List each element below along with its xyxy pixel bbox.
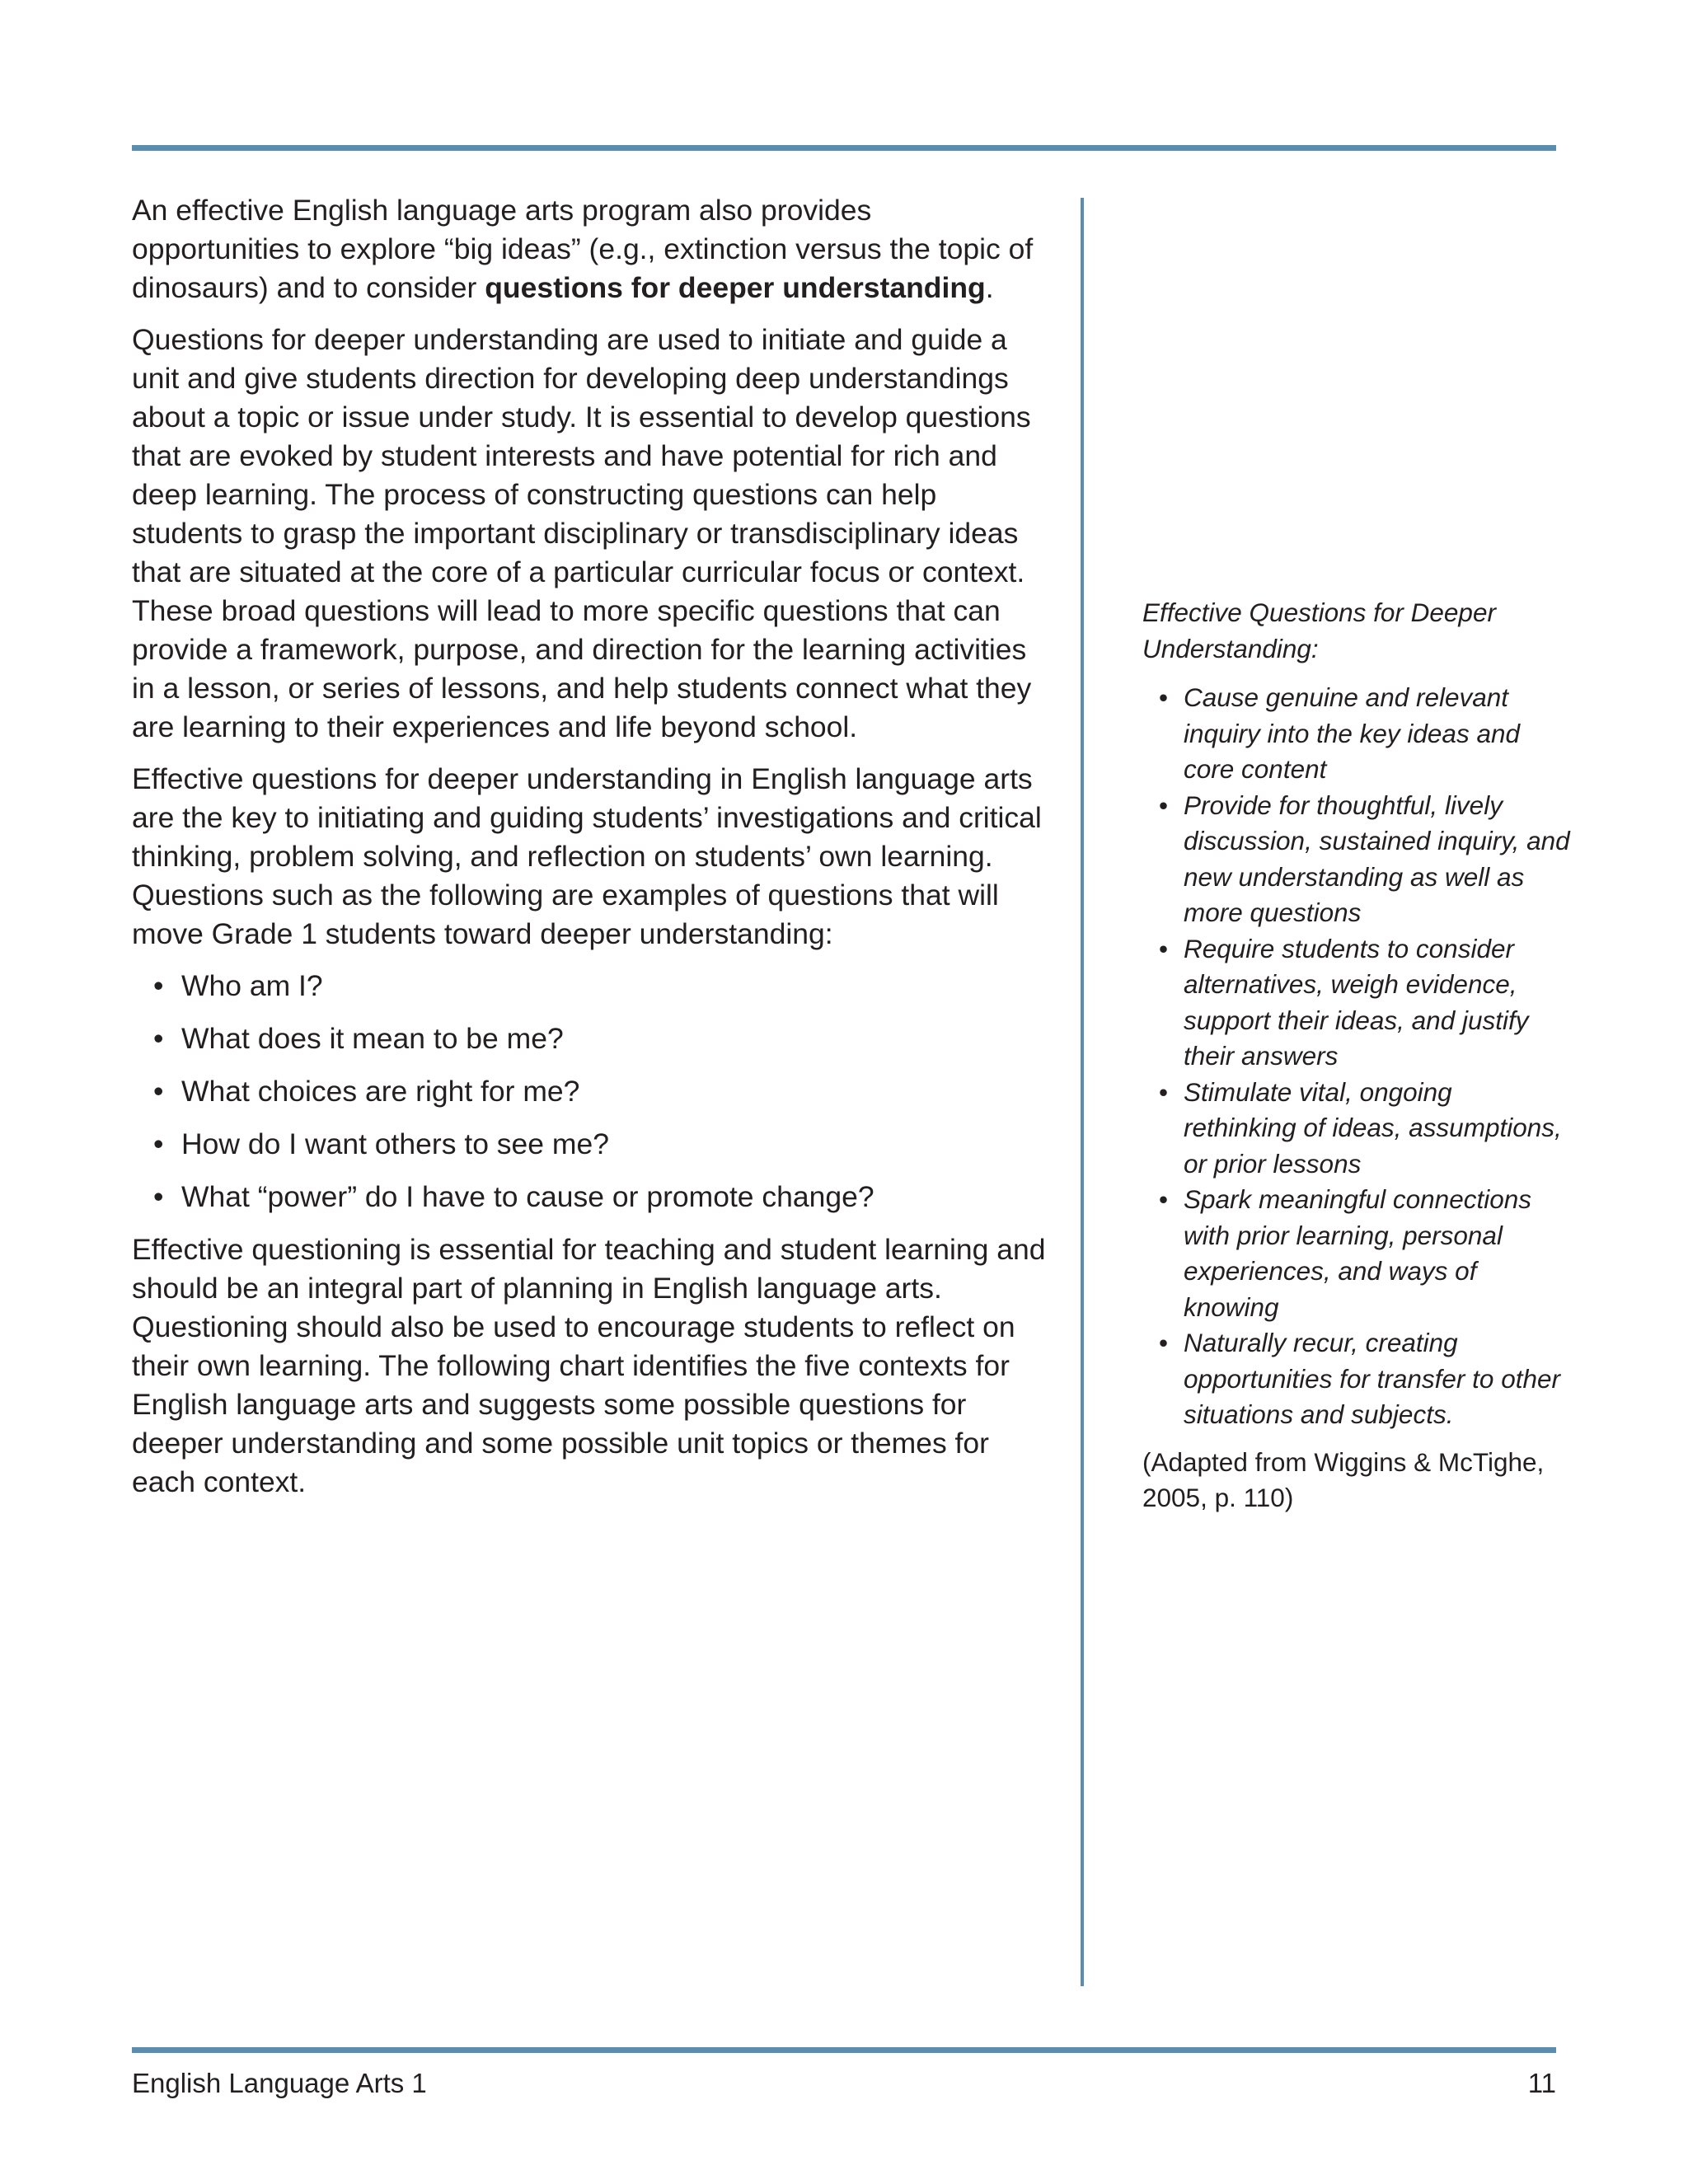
questioning-paragraph: Effective questioning is essential for teaching and student learning and should be an integral part of planning in English language arts. Questioning should also be used to encourage students to reflect on their own learning. The following chart identifies the five contexts for English language arts and suggests some possible questions for deeper understanding and some possible unit topics or themes for each context. bbox=[132, 1233, 1046, 1498]
citation: (Adapted from Wiggins & McTighe, 2005, p. 110) bbox=[1142, 1446, 1545, 1512]
column-divider bbox=[1081, 198, 1084, 1986]
effective-questions-paragraph: Effective questions for deeper understanding in English language arts are the key to initiating and guiding students’ investigations and critical thinking, problem solving, and reflection on students’ own learning. Questions such as the following are examples of questions that will move Grade 1 students toward deeper understanding: bbox=[132, 762, 1042, 950]
list-item: • Require students to consider alternatives, weigh evidence, support their ideas, and justify their answers bbox=[1142, 931, 1571, 1075]
footer-title: English Language Arts 1 bbox=[132, 2068, 427, 2098]
intro-paragraph: An effective English language arts program also provides opportunities to explore “big ideas” (e.g., extinction versus the topic of dinosaurs) and to consider questions for deeper understanding. bbox=[132, 194, 1034, 304]
list-item: • Who am I? bbox=[132, 967, 1047, 1005]
bullet-icon: • bbox=[153, 1180, 164, 1213]
list-item: • What does it mean to be me? bbox=[132, 1019, 1047, 1058]
key-term: questions for deeper understanding bbox=[485, 271, 986, 304]
main-column bbox=[132, 191, 1047, 1515]
list-item: • Spark meaningful connections with prior learning, personal experiences, and ways of knowing bbox=[1142, 1182, 1571, 1325]
bullet-icon: • bbox=[1159, 1184, 1169, 1214]
bullet-icon: • bbox=[1159, 790, 1169, 820]
sidebar-list bbox=[1142, 680, 1571, 1433]
bullet-icon: • bbox=[153, 1127, 164, 1160]
list-item: • Stimulate vital, ongoing rethinking of ideas, assumptions, or prior lessons bbox=[1142, 1075, 1571, 1183]
question-list bbox=[132, 967, 1047, 1216]
list-item: • What “power” do I have to cause or promote change? bbox=[132, 1178, 1047, 1216]
bullet-icon: • bbox=[153, 969, 164, 1002]
bullet-icon: • bbox=[1159, 682, 1169, 712]
page-number: 11 bbox=[1527, 2068, 1556, 2098]
list-item: • Cause genuine and relevant inquiry into the key ideas and core content bbox=[1142, 680, 1571, 788]
bullet-icon: • bbox=[1159, 1076, 1169, 1107]
list-item: • What choices are right for me? bbox=[132, 1072, 1047, 1111]
list-item: • Naturally recur, creating opportunities for transfer to other situations and subjects. bbox=[1142, 1325, 1571, 1433]
bullet-icon: • bbox=[1159, 933, 1169, 963]
list-item: • Provide for thoughtful, lively discussion, sustained inquiry, and new understanding as well as more questions bbox=[1142, 788, 1571, 931]
bullet-icon: • bbox=[153, 1075, 164, 1108]
list-item: • How do I want others to see me? bbox=[132, 1125, 1047, 1164]
footer-rule bbox=[132, 2047, 1556, 2053]
sidebar-heading: Effective Questions for Deeper Understanding: bbox=[1142, 598, 1496, 663]
header-rule bbox=[132, 145, 1556, 151]
questions-paragraph: Questions for deeper understanding are used to initiate and guide a unit and give students direction for developing deep understandings about a topic or issue under study. It is essential to develop questions that are evoked by student interests and have potential for rich and deep learning. The process of constructing questions can help students to grasp the important disciplinary or transdisciplinary ideas that are situated at the core of a particular curricular focus or context. These broad questions will lead to more specific questions that can provide a framework, purpose, and direction for the learning activities in a lesson, or series of lessons, and help students connect what they are learning to their experiences and life beyond school. bbox=[132, 323, 1032, 743]
sidebar bbox=[1142, 595, 1571, 1516]
bullet-icon: • bbox=[1159, 1328, 1169, 1357]
bullet-icon: • bbox=[153, 1022, 164, 1055]
